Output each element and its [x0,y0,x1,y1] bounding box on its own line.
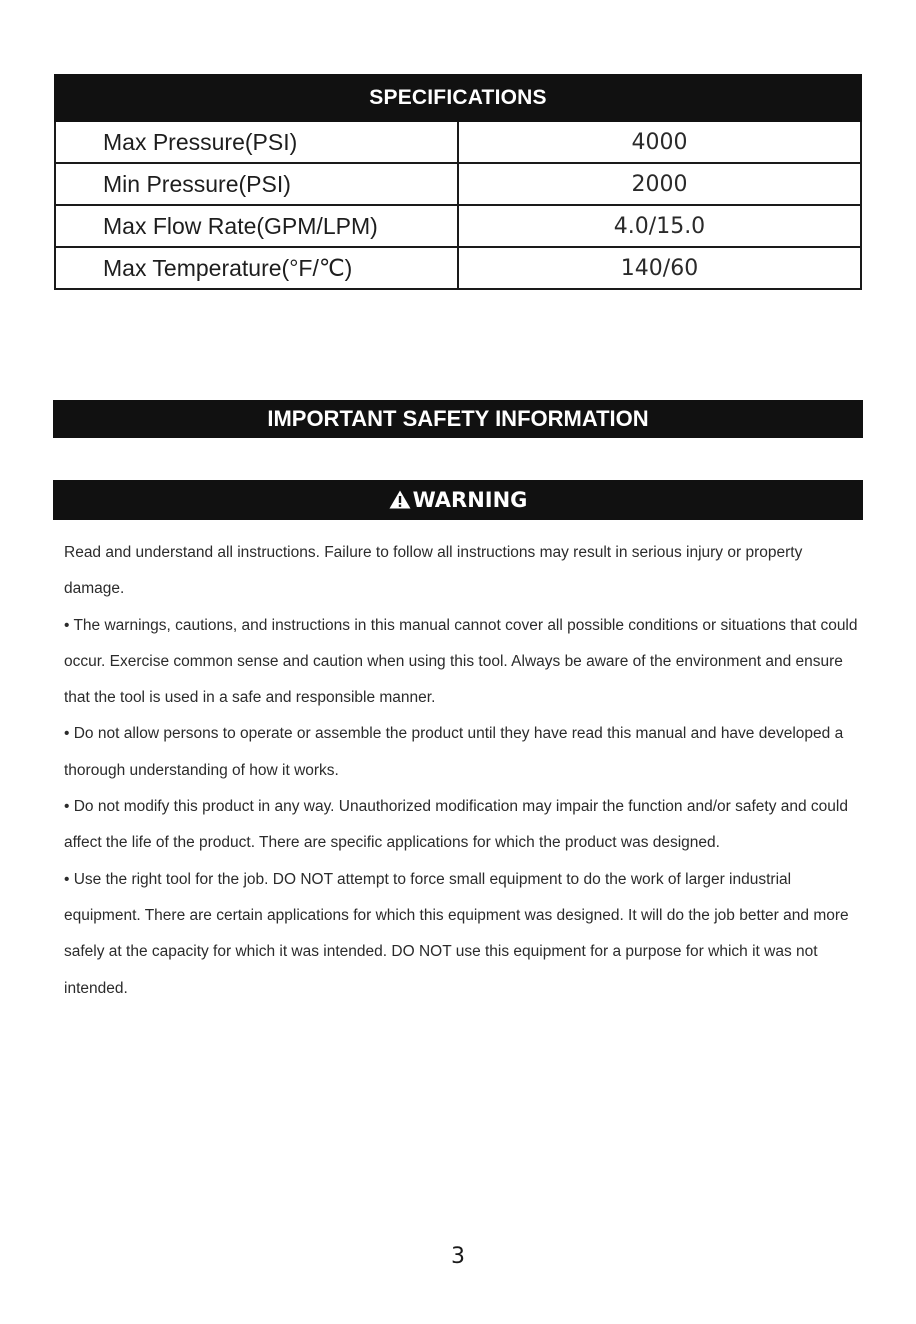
specifications-title: SPECIFICATIONS [55,75,861,121]
spec-value-max-pressure: 4000 [458,121,861,163]
spec-value-min-pressure: 2000 [458,163,861,205]
table-row [55,205,861,247]
table-row [55,247,861,289]
instruction-paragraph: • Use the right tool for the job. DO NOT attempt to force small equipment to do the work of larger industrial equipment. There are certain applications for which this equipment was designed. It will do the job better and more safely at the capacity for which it was intended. DO NOT use this equipment for a purpose for which it was not intended. [64,870,849,997]
instruction-paragraph: • Do not allow persons to operate or assemble the product until they have read this manual and have developed a thorough understanding of how it works. [64,725,844,779]
safety-instructions [64,535,864,1007]
spec-label-min-pressure: Min Pressure(PSI) [55,163,458,205]
warning-label: WARNING [412,488,528,512]
instruction-paragraph: • The warnings, cautions, and instructions in this manual cannot cover all possible conditions or situations that could occur. Exercise common sense and caution when using this tool. Always be aware of the environment and ensure that the tool is used in a safe and responsible manner. [64,616,858,707]
instruction-paragraph: Read and understand all instructions. Failure to follow all instructions may result in serious injury or property damage. [64,544,803,598]
table-row [55,121,861,163]
specifications-table [54,74,862,290]
spec-label-max-flow-rate: Max Flow Rate(GPM/LPM) [55,205,458,247]
spec-label-max-temperature: Max Temperature(°F/℃) [55,247,458,289]
safety-information-banner: IMPORTANT SAFETY INFORMATION [53,400,863,438]
warning-banner [53,480,863,520]
page-number: 3 [451,1244,465,1269]
spec-value-max-temperature: 140/60 [458,247,861,289]
warning-triangle-icon [389,482,411,522]
spec-value-max-flow-rate: 4.0/15.0 [458,205,861,247]
spec-label-max-pressure: Max Pressure(PSI) [55,121,458,163]
instruction-paragraph: • Do not modify this product in any way. Unauthorized modification may impair the function and/or safety and could affect the life of the product. There are specific applications for which the product was designed. [64,798,848,852]
table-row [55,163,861,205]
